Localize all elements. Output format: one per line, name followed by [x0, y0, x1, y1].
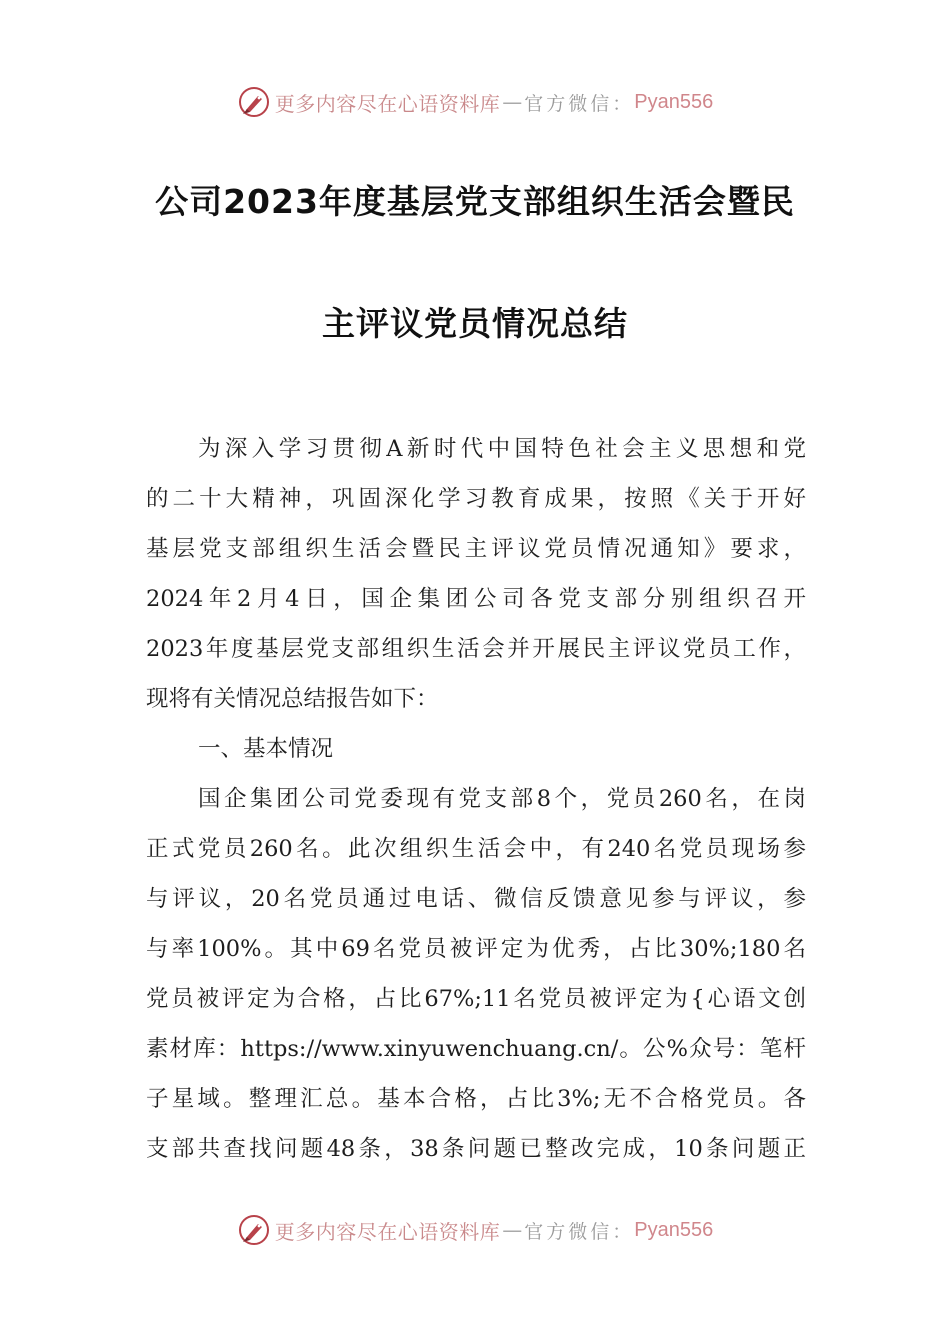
banner-wechat-id: Pyan556: [634, 90, 714, 113]
body-line: 国企集团公司党委现有党支部8个，党员260名，在岗: [198, 786, 806, 812]
pen-nib-icon: [237, 85, 271, 119]
body-line: 支部共查找问题48条，38条问题已整改完成，10条问题正: [146, 1136, 806, 1162]
banner-separator: —: [502, 90, 523, 114]
banner-wechat-label: 官方微信：: [524, 1220, 635, 1243]
body-line: 2024年2月4日，国企集团公司各党支部分别组织召开: [146, 586, 806, 612]
body-line: 党员被评定为合格，占比67%;11名党员被评定为{心语文创: [146, 986, 806, 1012]
banner-wechat-id: Pyan556: [634, 1218, 714, 1241]
body-line: 为深入学习贯彻A新时代中国特色社会主义思想和党: [198, 436, 806, 462]
pen-nib-icon: [237, 1213, 271, 1247]
document-body: [146, 424, 806, 1174]
body-line: 基层党支部组织生活会暨民主评议党员情况通知》要求，: [146, 536, 806, 562]
header-watermark-banner: [0, 80, 950, 124]
section-heading: 一、基本情况: [198, 736, 334, 762]
body-line: 正式党员260名。此次组织生活会中，有240名党员现场参: [146, 836, 806, 862]
banner-text: 更多内容尽在心语资料库: [274, 91, 501, 116]
body-line: 与评议，20名党员通过电话、微信反馈意见参与评议，参: [146, 886, 806, 912]
body-line: 子星域。整理汇总。基本合格，占比3%;无不合格党员。各: [146, 1086, 806, 1112]
document-title-line-2: 主评议党员情况总结: [322, 304, 628, 343]
banner-wechat-label: 官方微信：: [524, 92, 635, 115]
banner-separator: —: [502, 1218, 523, 1242]
document-title-line-1: 公司2023年度基层党支部组织生活会暨民: [155, 182, 795, 221]
banner-text: 更多内容尽在心语资料库: [274, 1219, 501, 1244]
footer-watermark-banner: [0, 1208, 950, 1252]
body-line: 2023年度基层党支部组织生活会并开展民主评议党员工作，: [146, 636, 806, 662]
body-line: 现将有关情况总结报告如下：: [146, 686, 439, 712]
body-line: 与率100%。其中69名党员被评定为优秀，占比30%;180名: [146, 936, 806, 962]
body-line: 素材库：https://www.xinyuwenchuang.cn/。公%众号：笔杆: [146, 1036, 806, 1062]
body-line: 的二十大精神，巩固深化学习教育成果，按照《关于开好: [146, 486, 806, 512]
